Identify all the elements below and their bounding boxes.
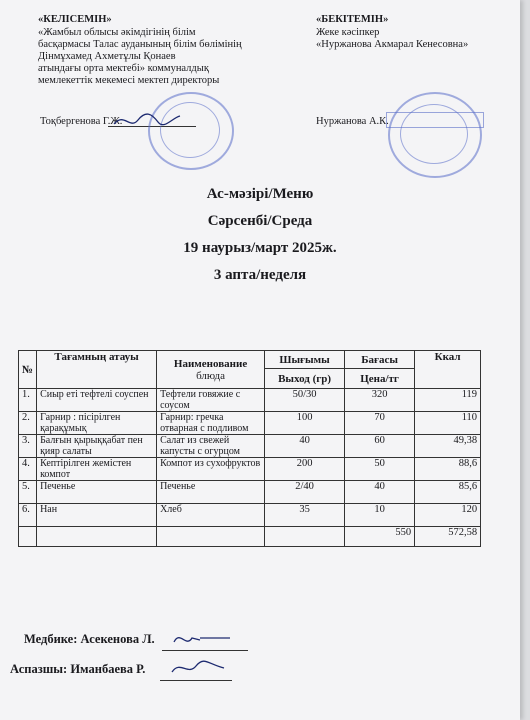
nurse-signer: Медбике: Асекенова Л. (24, 632, 155, 646)
row-price: 320 (345, 389, 415, 412)
menu-title: Ас-мәзірі/Меню (206, 186, 314, 202)
col-header-yield-kz: Шығымы (265, 351, 345, 369)
row-yield: 40 (265, 435, 345, 458)
col-header-yield-ru: Выход (гр) (265, 369, 345, 389)
col-header-price-ru: Цена/тг (345, 369, 415, 389)
nurse-signature-line (162, 650, 248, 651)
row-kcal: 49,38 (415, 435, 481, 458)
row-price: 40 (345, 481, 415, 504)
col-header-num: № (19, 351, 37, 389)
row-yield: 50/30 (265, 389, 345, 412)
row-yield: 35 (265, 504, 345, 527)
row-name-ru: Хлеб (157, 504, 265, 527)
total-row (19, 527, 481, 547)
row-num: 1. (19, 389, 37, 412)
row-num: 5. (19, 481, 37, 504)
col-header-kcal: Ккал (415, 351, 481, 389)
menu-date: 19 наурыз/март 2025ж. (183, 240, 337, 256)
table-row (19, 435, 481, 458)
right-stamp-band (386, 112, 484, 128)
col-header-name-kz: Тағамның атауы (37, 351, 157, 389)
row-name-kz: Сиыр еті тефтелі соуспен (37, 389, 157, 412)
row-num: 6. (19, 504, 37, 527)
agreed-heading: «КЕЛІСЕМІН» (38, 14, 112, 25)
row-kcal: 110 (415, 412, 481, 435)
row-num: 4. (19, 458, 37, 481)
row-price: 70 (345, 412, 415, 435)
approved-signer: Нуржанова А.К. (316, 116, 389, 127)
row-price: 10 (345, 504, 415, 527)
nurse-signature-mark (170, 628, 240, 650)
table-row (19, 412, 481, 435)
row-kcal: 88,6 (415, 458, 481, 481)
cook-signature-mark (168, 656, 228, 678)
table-row (19, 458, 481, 481)
row-name-kz: Балғын қырыққабат пен қияр салаты (37, 435, 157, 458)
row-name-ru: Салат из свежей капусты с огурцом (157, 435, 265, 458)
row-kcal: 85,6 (415, 481, 481, 504)
row-kcal: 119 (415, 389, 481, 412)
menu-day: Сәрсенбі/Среда (207, 213, 313, 229)
agreed-signer: Тоқбергенова Г.Ж. (40, 116, 123, 127)
approved-line-2: «Нуржанова Акмарал Кенесовна» (316, 39, 469, 50)
table-row (19, 504, 481, 527)
left-signature-mark (112, 108, 182, 132)
cook-signer: Аспазшы: Иманбаева Р. (10, 662, 146, 676)
row-yield: 200 (265, 458, 345, 481)
row-name-ru: Гарнир: гречка отварная с подливом (157, 412, 265, 435)
agreed-line-3: Дінмұхамед Ахметұлы Қонаев (38, 51, 176, 62)
col-header-name-ru: Наименование блюда (157, 351, 265, 389)
agreed-line-2: басқармасы Талас ауданының білім бөлімінің (38, 39, 242, 50)
row-yield: 100 (265, 412, 345, 435)
row-num: 2. (19, 412, 37, 435)
row-name-kz: Кептірілген жемістен компот (37, 458, 157, 481)
approved-line-1: Жеке кәсіпкер (316, 27, 380, 38)
row-kcal: 120 (415, 504, 481, 527)
col-header-price-kz: Бағасы (345, 351, 415, 369)
table-row (19, 389, 481, 412)
row-num: 3. (19, 435, 37, 458)
cook-signature-line (160, 680, 232, 681)
agreed-line-4: атындағы орта мектебі» коммуналдық (38, 63, 209, 74)
menu-week: 3 апта/неделя (213, 267, 307, 283)
approved-heading: «БЕКІТЕМІН» (316, 14, 389, 25)
agreed-line-1: «Жамбыл облысы әкімдігінің білім (38, 27, 196, 38)
row-name-ru: Компот из сухофруктов (157, 458, 265, 481)
row-name-ru: Печенье (157, 481, 265, 504)
row-name-ru: Тефтели говяжие с соусом (157, 389, 265, 412)
agreed-line-5: мемлекеттік мекемесі мектеп директоры (38, 75, 220, 86)
menu-table (18, 350, 481, 547)
row-name-kz: Печенье (37, 481, 157, 504)
row-price: 60 (345, 435, 415, 458)
row-name-kz: Нан (37, 504, 157, 527)
row-yield: 2/40 (265, 481, 345, 504)
row-price: 50 (345, 458, 415, 481)
row-name-kz: Гарнир : пісірілген қарақұмық (37, 412, 157, 435)
total-price: 550 (345, 527, 415, 547)
total-kcal: 572,58 (415, 527, 481, 547)
table-row (19, 481, 481, 504)
